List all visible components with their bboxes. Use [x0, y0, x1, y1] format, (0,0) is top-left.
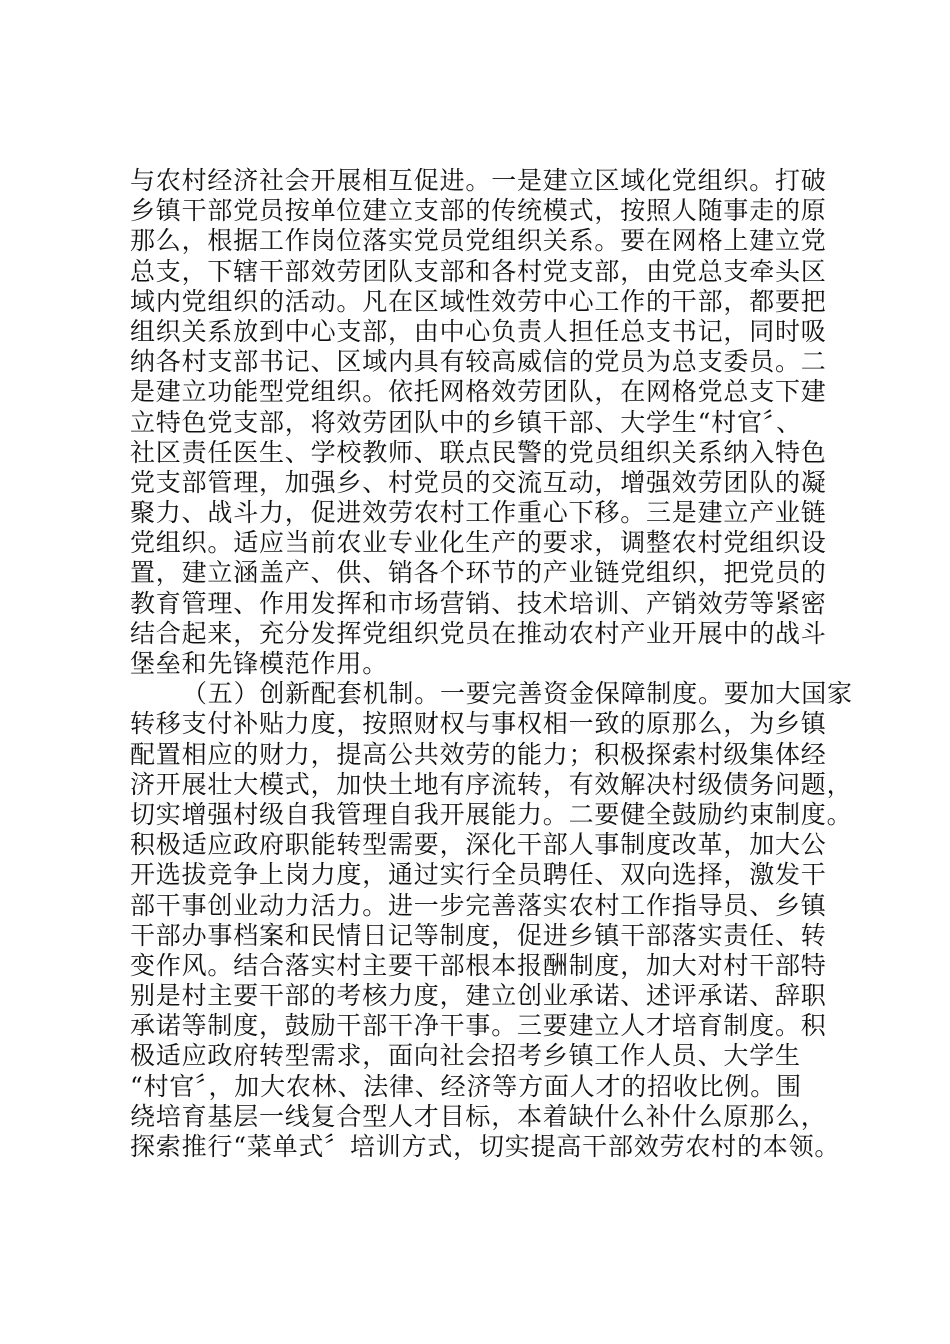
text-line: 别是村主要干部的考核力度，建立创业承诺、述评承诺、辞职 [130, 981, 827, 1011]
section-heading-line: （五）创新配套机制。一要完善资金保障制度。要加大国家 [182, 679, 853, 709]
text-line: 域内党组织的活动。凡在区域性效劳中心工作的干部，都要把 [130, 286, 827, 316]
text-line: 党支部管理，加强乡、村党员的交流互动，增强效劳团队的凝 [130, 467, 827, 497]
text-line: 济开展壮大模式，加快土地有序流转，有效解决村级债务问题， [130, 769, 853, 799]
text-line: 聚力、战斗力，促进效劳农村工作重心下移。三是建立产业链 [130, 498, 827, 528]
text-line: 部干事创业动力活力。进一步完善落实农村工作指导员、乡镇 [130, 890, 827, 920]
text-line: 转移支付补贴力度，按照财权与事权相一致的原那么，为乡镇 [130, 709, 827, 739]
text-line: 社区责任医生、学校教师、联点民警的党员组织关系纳入特色 [130, 437, 827, 467]
text-line: 那么，根据工作岗位落实党员党组织关系。要在网格上建立党 [130, 226, 827, 256]
text-line: 堡垒和先锋模范作用。 [130, 649, 389, 678]
text-line: 干部办事档案和民情日记等制度，促进乡镇干部落实责任、转 [130, 920, 827, 950]
text-line: 组织关系放到中心支部，由中心负责人担任总支书记，同时吸 [130, 316, 827, 346]
text-line: 总支，下辖干部效劳团队支部和各村党支部，由党总支牵头区 [130, 256, 827, 286]
text-line: 结合起来，充分发挥党组织党员在推动农村产业开展中的战斗 [130, 618, 827, 648]
text-line: 立特色党支部，将效劳团队中的乡镇干部、大学生“村官〞、 [130, 407, 802, 437]
text-line: 纳各村支部书记、区域内具有较高威信的党员为总支委员。二 [130, 347, 827, 377]
text-line: 配置相应的财力，提高公共效劳的能力；积极探索村级集体经 [130, 739, 827, 769]
text-line: 是建立功能型党组织。依托网格效劳团队，在网格党总支下建 [130, 377, 827, 407]
text-line: 探索推行“菜单式〞培训方式，切实提高干部效劳农村的本领。 [130, 1132, 841, 1161]
text-line: 切实增强村级自我管理自我开展能力。二要健全鼓励约束制度。 [130, 799, 853, 829]
text-line: 承诺等制度，鼓励干部干净干事。三要建立人才培育制度。积 [130, 1011, 827, 1041]
text-line: 积极适应政府职能转型需要，深化干部人事制度改革，加大公 [130, 830, 827, 860]
text-line: 与农村经济社会开展相互促进。一是建立区域化党组织。打破 [130, 166, 827, 195]
text-line: 开选拔竞争上岗力度，通过实行全员聘任、双向选择，激发干 [130, 860, 827, 890]
text-line: 变作风。结合落实村主要干部根本报酬制度，加大对村干部特 [130, 950, 827, 980]
text-line: 绕培育基层一线复合型人才目标，本着缺什么补什么原那么， [130, 1101, 827, 1131]
text-line: 教育管理、作用发挥和市场营销、技术培训、产销效劳等紧密 [130, 588, 827, 618]
body-text [130, 166, 860, 1162]
text-line: “村官〞，加大农林、法律、经济等方面人才的招收比例。围 [130, 1071, 802, 1101]
text-line: 置，建立涵盖产、供、销各个环节的产业链党组织，把党员的 [130, 558, 827, 588]
text-line: 党组织。适应当前农业专业化生产的要求，调整农村党组织设 [130, 528, 827, 558]
text-line: 极适应政府转型需求，面向社会招考乡镇工作人员、大学生 [130, 1041, 801, 1071]
text-line: 乡镇干部党员按单位建立支部的传统模式，按照人随事走的原 [130, 196, 827, 226]
